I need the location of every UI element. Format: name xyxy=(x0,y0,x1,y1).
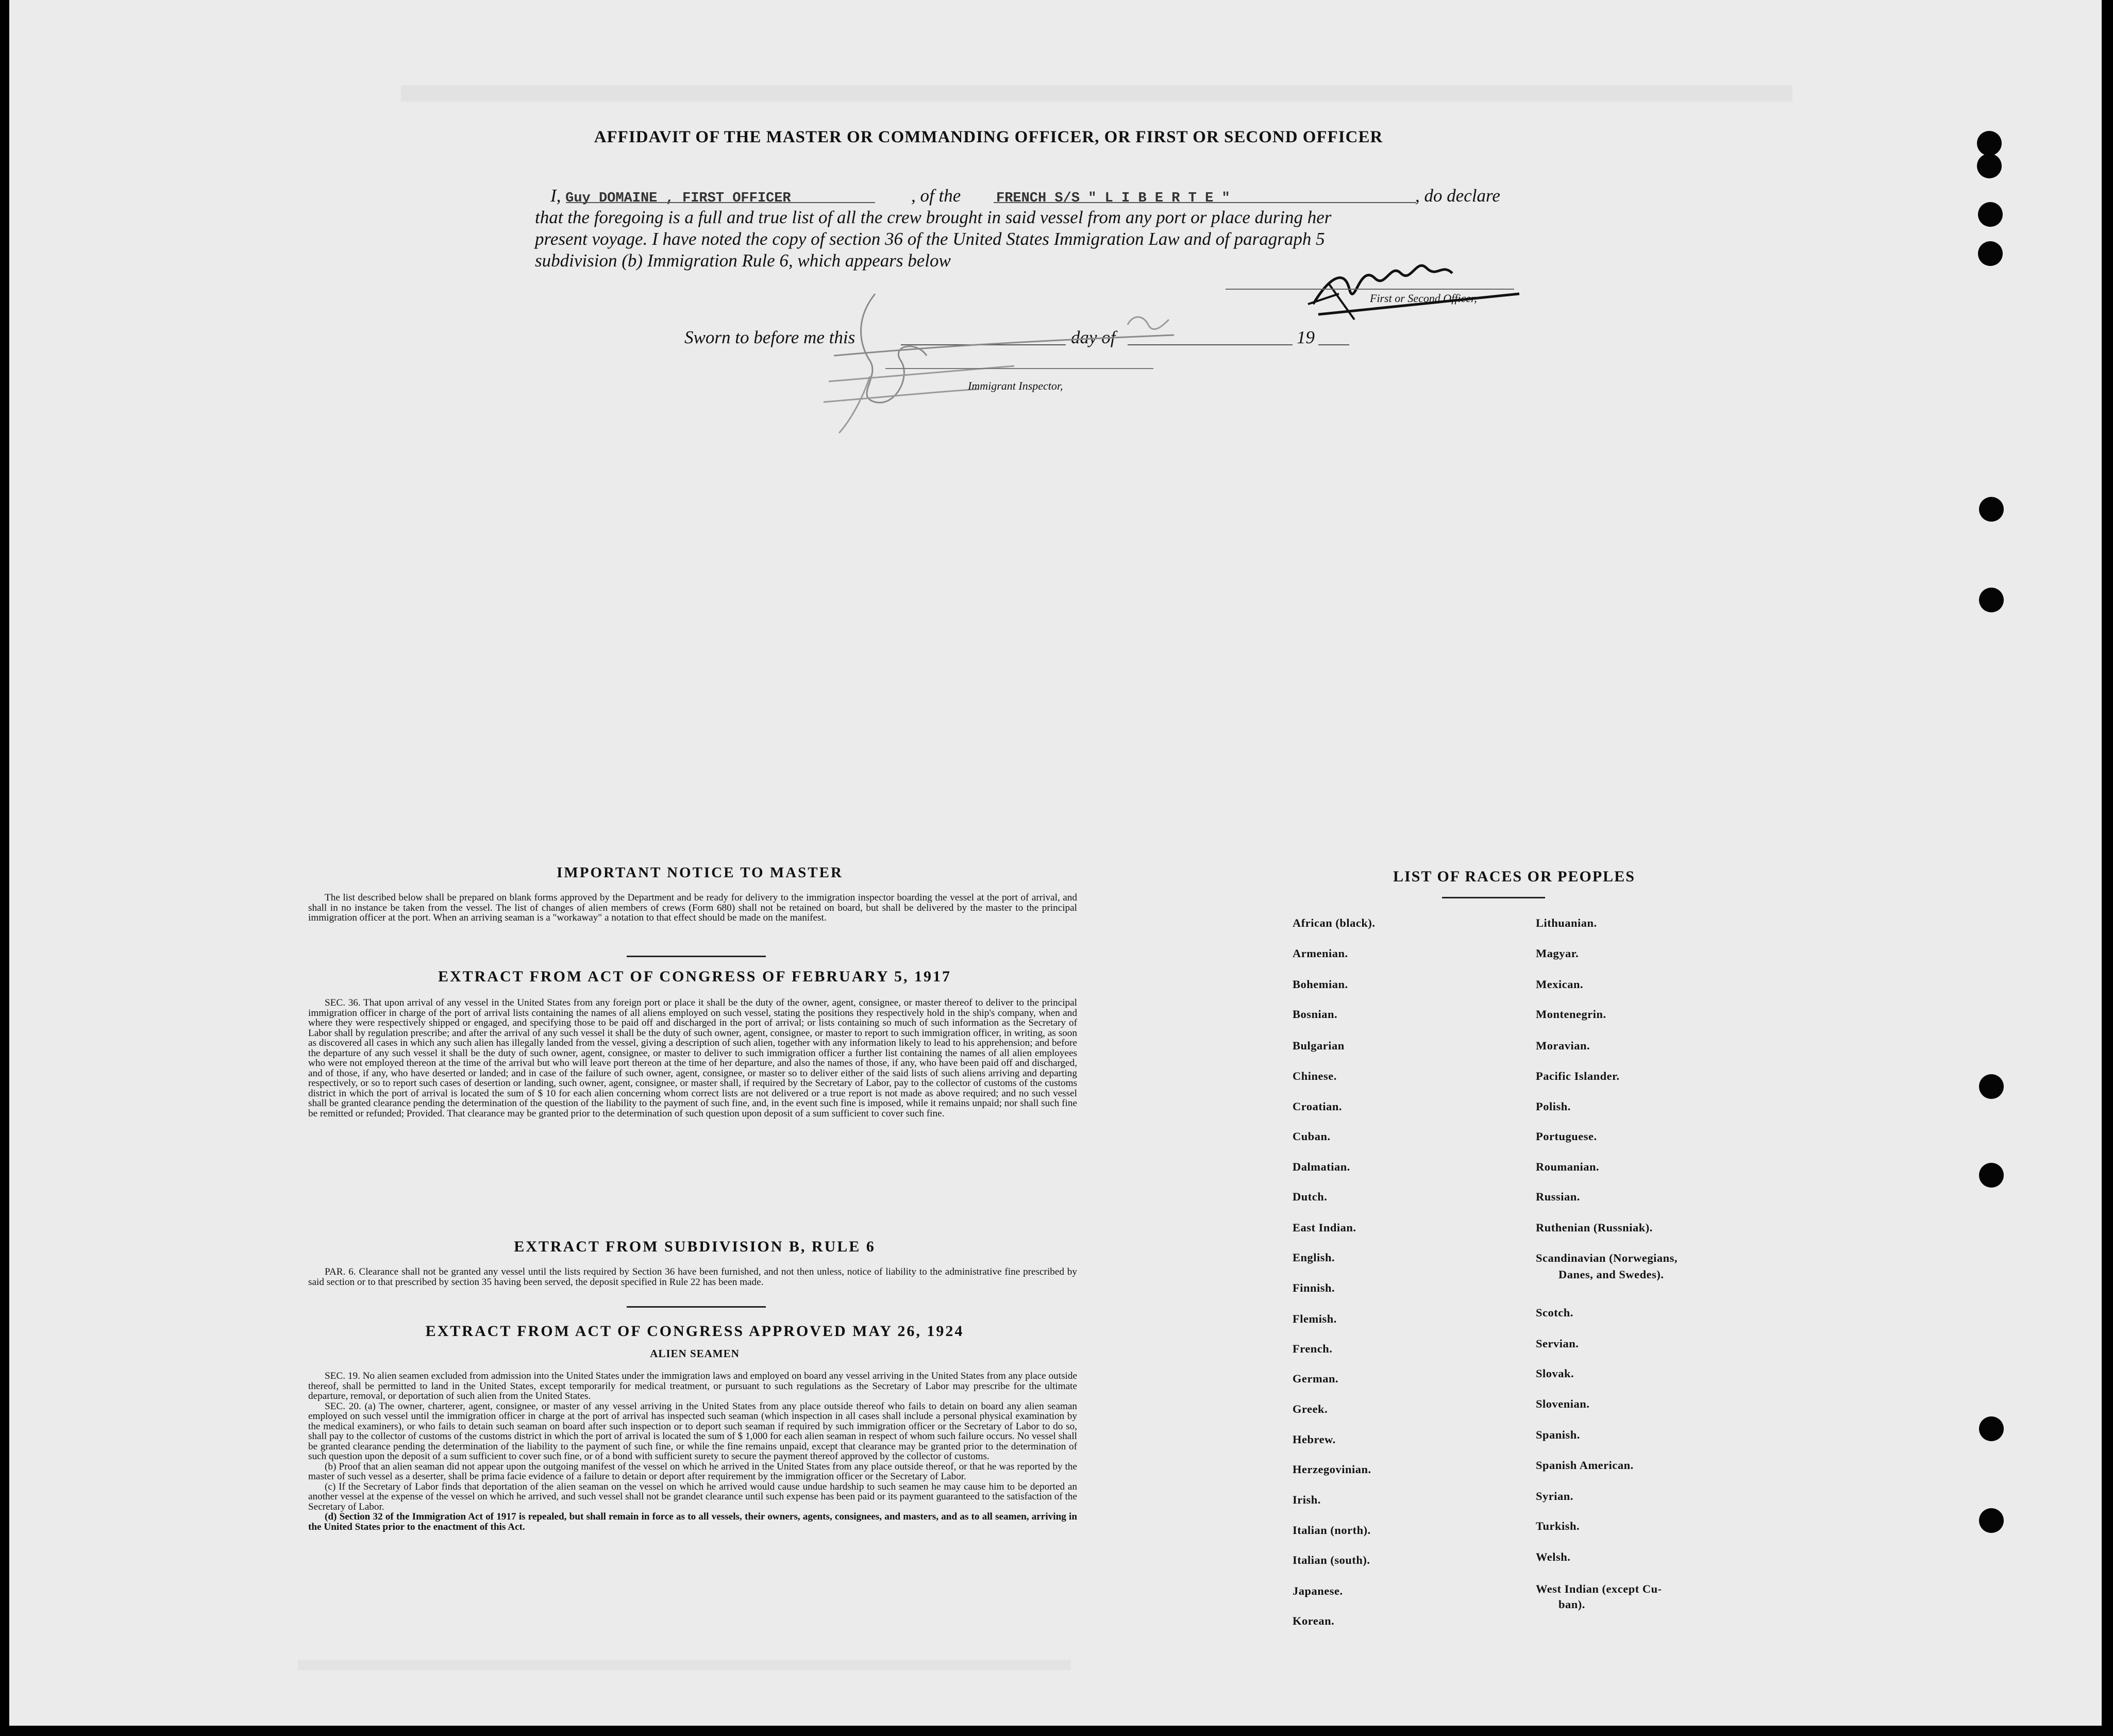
race-item: Scandinavian (Norwegians, xyxy=(1536,1251,1678,1264)
punch-hole xyxy=(1979,1508,2004,1533)
race-item: Turkish. xyxy=(1536,1520,1580,1532)
race-item: Slovenian. xyxy=(1536,1397,1590,1410)
bleed-through-text xyxy=(401,85,1792,102)
sec-20a-paragraph: SEC. 20. (a) The owner, charterer, agent, consignee, or master of any vessel arriving in the United States from any place outside thereof who fails to detain on board any alien seaman employed on such vessel until the immigration officer in charge at the port of arrival has inspected such seaman (which inspection in all cases shall include a personal physical examination by the medical examiners), or who fails to detain such seaman on board after such inspection or to deport such seaman if required by such immigration officer or the Secretary of Labor to do so, shall pay to the collector of customs of the customs district in which the port of arrival is located the sum of $ 1,000 for each alien seaman in respect of whom such failure occurs. No vessel shall be granted clearance pending the determination of the liability to the payment of such fine, or while the fine remains unpaid, except that clearance may be granted prior to the determination of such question upon the deposit of a sum sufficient to cover such fine, or of a bond with sufficient surety to secure the payment thereof approved by the collector of customs. xyxy=(308,1400,1077,1462)
race-item: Irish. xyxy=(1293,1493,1321,1506)
race-item: Croatian. xyxy=(1293,1100,1342,1113)
race-item: Danes, and Swedes). xyxy=(1558,1268,1664,1281)
race-item: West Indian (except Cu- xyxy=(1536,1582,1662,1595)
race-item: Chinese. xyxy=(1293,1070,1337,1082)
race-item: East Indian. xyxy=(1293,1221,1356,1234)
race-item: Moravian. xyxy=(1536,1039,1590,1052)
notice-paragraph: The list described below shall be prepared on blank forms approved by the Department and be ready for delivery to the immigration inspector boarding the vessel at the port of arrival, and shall in no instance be taken from the vessel. The list of changes of alien members of crews (Form 680) shall not be retained on board, but shall be delivered by the master to the principal immigration officer at the port. When an arriving seaman is a "workaway" a notation to that effect should be made on the manifest. xyxy=(308,892,1077,923)
race-item: Korean. xyxy=(1293,1614,1335,1627)
race-item: Bohemian. xyxy=(1293,978,1348,991)
race-item: Spanish American. xyxy=(1536,1459,1634,1472)
race-item: Pacific Islander. xyxy=(1536,1070,1620,1082)
race-item: Russian. xyxy=(1536,1190,1580,1203)
extract-rule6-title: EXTRACT FROM SUBDIVISION B, RULE 6 xyxy=(514,1238,876,1255)
race-item: Scotch. xyxy=(1536,1306,1573,1319)
affidavit-of-the: , of the xyxy=(911,186,961,206)
vessel-field xyxy=(996,186,1230,206)
race-item: Cuban. xyxy=(1293,1130,1331,1143)
extract-1917-body xyxy=(308,998,1077,1119)
race-item: Dalmatian. xyxy=(1293,1160,1350,1173)
sworn-day-of: day of xyxy=(1071,327,1116,347)
race-item: Portuguese. xyxy=(1536,1130,1597,1143)
race-item: French. xyxy=(1293,1342,1333,1355)
document-page xyxy=(9,0,2102,1726)
race-item: Italian (south). xyxy=(1293,1554,1370,1566)
race-item: Herzegovinian. xyxy=(1293,1463,1371,1476)
sec-19-paragraph: SEC. 19. No alien seamen excluded from admission into the United States under the immigration laws and employed on board any vessel arriving in the United States from any place outside thereof, shall be permitted to land in the United States, except temporarily for medical treatment, or pursuant to such regulations as the Secretary of Labor may prescribe for the ultimate departure, removal, or deportation of such alien from the United States. xyxy=(308,1371,1077,1401)
extract-1917-title: EXTRACT FROM ACT OF CONGRESS OF FEBRUARY 5, 1917 xyxy=(438,968,952,985)
punch-hole xyxy=(1979,588,2004,612)
punch-hole xyxy=(1979,1074,2004,1099)
race-item: Hebrew. xyxy=(1293,1433,1336,1446)
extract-rule6-paragraph: PAR. 6. Clearance shall not be granted any vessel until the lists required by Section 36 have been furnished, and not then unless, notice of liability to the administrative fine prescribed by said section or to that prescribed by section 35 having been served, the deposit specified in Rule 22 has been made. xyxy=(308,1266,1077,1288)
race-item: Bulgarian xyxy=(1293,1039,1345,1052)
race-item: German. xyxy=(1293,1372,1339,1385)
affidavit-line-1 xyxy=(550,186,791,206)
affidavit-prefix: I, xyxy=(550,186,561,206)
extract-1924-body xyxy=(308,1371,1077,1532)
alien-seamen-subtitle: ALIEN SEAMEN xyxy=(650,1347,740,1360)
race-item: Syrian. xyxy=(1536,1490,1573,1503)
race-item: Slovak. xyxy=(1536,1367,1574,1380)
notice-title: IMPORTANT NOTICE TO MASTER xyxy=(557,864,843,881)
race-item: Magyar. xyxy=(1536,947,1579,960)
officer-name-rule xyxy=(566,202,875,203)
punch-hole xyxy=(1979,1416,2004,1441)
race-item: Armenian. xyxy=(1293,947,1348,960)
race-item: Welsh. xyxy=(1536,1550,1571,1563)
signature-caption: First or Second Officer, xyxy=(1370,292,1477,305)
affidavit-line-2: that the foregoing is a full and true list of all the crew brought in said vessel from any port or place during her xyxy=(535,207,1332,227)
race-item: Bosnian. xyxy=(1293,1008,1338,1021)
affidavit-line-4: subdivision (b) Immigration Rule 6, which appears below xyxy=(535,251,951,271)
punch-hole xyxy=(1978,202,2003,227)
race-item: Greek. xyxy=(1293,1403,1328,1415)
signature-rule xyxy=(1226,289,1514,290)
race-item: Flemish. xyxy=(1293,1312,1337,1325)
race-item: Servian. xyxy=(1536,1337,1579,1350)
race-item: Roumanian. xyxy=(1536,1160,1600,1173)
punch-hole xyxy=(1978,241,2003,266)
divider xyxy=(1442,897,1545,898)
inspector-caption: Immigrant Inspector, xyxy=(968,379,1063,392)
vessel-name: FRENCH S/S " L I B E R T E " xyxy=(996,191,1230,206)
vessel-rule xyxy=(994,202,1416,203)
inspector-signature xyxy=(793,273,1184,443)
divider xyxy=(627,1306,766,1308)
race-item: Mexican. xyxy=(1536,978,1584,991)
race-item: Dutch. xyxy=(1293,1190,1328,1203)
extract-1917-paragraph: SEC. 36. That upon arrival of any vessel in the United States from any foreign port or place it shall be the duty of the owner, agent, consignee, or master thereof to deliver to the principal immigration officer in charge of the port of arrival lists containing the names of all aliens employed on such vessel, stating the positions they respectively hold in the ship's company, when and where they were respectively shipped or engaged, and specifying those to be paid off and discharged in the port of arrival; or lists containing so much of such information as the Secretary of Labor shall by regulation prescribe; and after the arrival of any such vessel it shall be the duty of such owner, agent, consignee, or master to report to such immigration officer, in writing, as soon as discovered all cases in which any such alien has illegally landed from the vessel, giving a description of such alien, together with any information likely to lead to his apprehension; and before the departure of any such vessel it shall be the duty of such owner, agent, consignee, or master to deliver to such immigration officer a further list containing the names of all alien employees who were not employed thereon at the time of the arrival but who will leave port thereon at the time of her departure, and also the names of those, if any, who have been paid off and discharged, and of those, if any, who have deserted or landed; and in case of the failure of such owner, agent, consignee, or master so to deliver either of the said lists of such aliens arriving and departing respectively, or so to report such cases of desertion or landing, such owner, agent, consignee, or master shall, if required by the Secretary of Labor, pay to the collector of customs of the customs district in which the port of arrival is located the sum of $ 10 for each alien concerning whom correct lists are not delivered or a true report is not made as above required; and no such vessel shall be granted clearance pending the determination of the question of the liability to the payment of such fine, and, in the event such fine is imposed, while it remains unpaid; nor shall such fine be remitted or refunded; Provided. That clearance may be granted prior to the determination of such question upon deposit of a sum sufficient to cover such fine. xyxy=(308,997,1077,1119)
inspector-rule xyxy=(885,368,1153,369)
punch-hole xyxy=(1979,1163,2004,1188)
race-item: Ruthenian (Russniak). xyxy=(1536,1221,1653,1234)
divider xyxy=(627,956,766,957)
race-item: Finnish. xyxy=(1293,1281,1335,1294)
race-item: African (black). xyxy=(1293,916,1376,929)
notice-body xyxy=(308,893,1077,923)
race-item: Japanese. xyxy=(1293,1584,1343,1597)
affidavit-declare: , do declare xyxy=(1415,186,1500,206)
sworn-prefix: Sworn to before me this xyxy=(684,327,856,347)
officer-name-field: Guy DOMAINE , FIRST OFFICER xyxy=(565,191,791,206)
extract-1924-title: EXTRACT FROM ACT OF CONGRESS APPROVED MAY 26, 1924 xyxy=(425,1323,964,1340)
sworn-year-rule xyxy=(1318,344,1349,345)
affidavit-title: AFFIDAVIT OF THE MASTER OR COMMANDING OFFICER, OR FIRST OR SECOND OFFICER xyxy=(594,128,1383,146)
punch-hole xyxy=(1977,131,2002,156)
races-title: LIST OF RACES OR PEOPLES xyxy=(1393,868,1635,885)
affidavit-line-3: present voyage. I have noted the copy of section 36 of the United States Immigration Law and of paragraph 5 xyxy=(535,229,1325,249)
race-item: Italian (north). xyxy=(1293,1524,1371,1537)
race-item: ban). xyxy=(1558,1598,1585,1611)
sec-20b-paragraph: (b) Proof that an alien seaman did not appear upon the outgoing manifest of the vessel on which he arrived in the United States from any place outside thereof, or that he was reported by the master of such vessel as a deserter, shall be prima facie evidence of a failure to detain or deport after requirement by the immigration officer or the Secretary of Labor. xyxy=(308,1461,1077,1482)
punch-hole xyxy=(1979,497,2004,522)
bleed-through-text xyxy=(298,1660,1071,1670)
sec-20d-paragraph: (d) Section 32 of the Immigration Act of 1917 is repealed, but shall remain in force as to all vessels, their owners, agents, consignees, and masters, and as to all seamen, arriving in the United States prior to the enactment of this Act. xyxy=(308,1511,1077,1532)
race-item: Montenegrin. xyxy=(1536,1008,1606,1021)
extract-rule6-body xyxy=(308,1267,1077,1287)
race-item: Polish. xyxy=(1536,1100,1571,1113)
punch-hole xyxy=(1977,154,2002,178)
sworn-year: 19 xyxy=(1297,327,1315,347)
race-item: English. xyxy=(1293,1251,1335,1264)
race-item: Lithuanian. xyxy=(1536,916,1597,929)
officer-signature xyxy=(1298,247,1535,335)
sec-20c-paragraph: (c) If the Secretary of Labor finds that deportation of the alien seaman on the vessel on which he arrived would cause undue hardship to such seamen he may cause him to be deported an another vessel at the expense of the vessel on which he arrived, and such vessel shall not be grandet clearance until such expense has been paid or its payment guaranteed to the satisfaction of the Secretary of Labor. xyxy=(308,1481,1077,1512)
race-item: Spanish. xyxy=(1536,1428,1580,1441)
